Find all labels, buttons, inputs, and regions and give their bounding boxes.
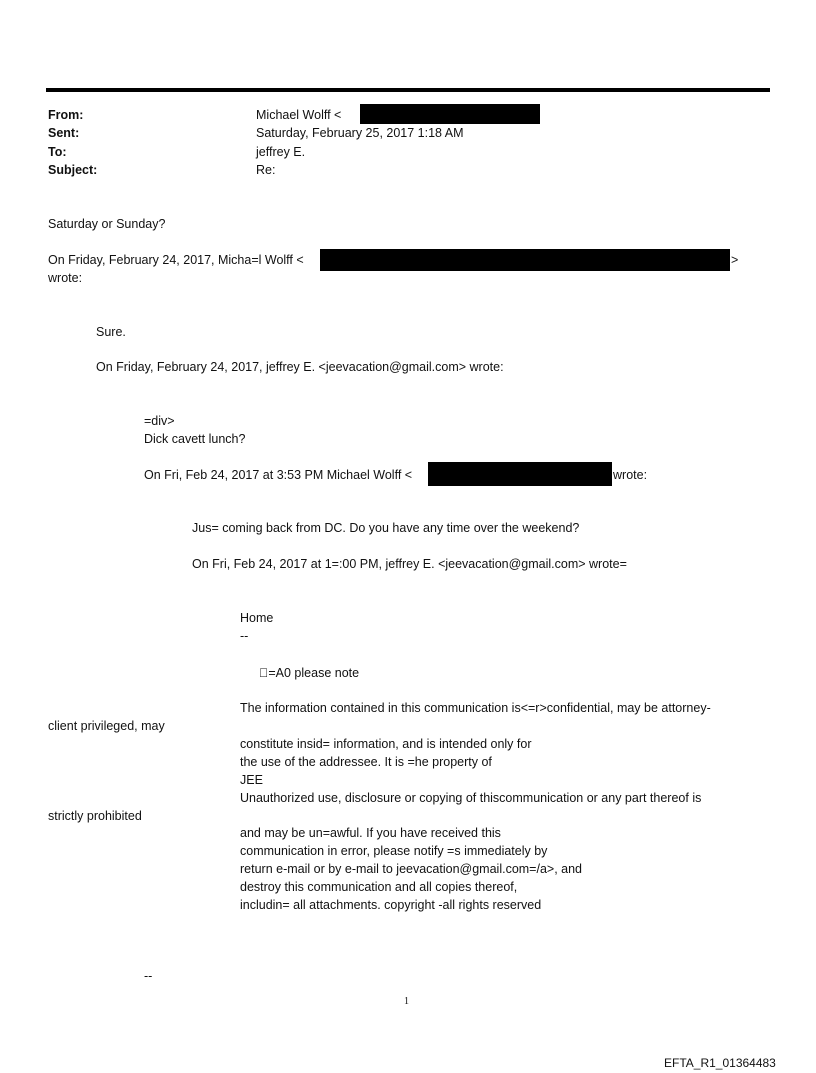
disclaimer-line: destroy this communication and all copies thereof, <box>240 880 518 894</box>
quote-attribution-wrote: wrote: <box>48 271 83 285</box>
document-id: EFTA_R1_01364483 <box>664 1056 776 1070</box>
quote-attribution: On Fri, Feb 24, 2017 at 1=:00 PM, jeffrey E. <jeevacation@gmail.com> wrote= <box>192 557 627 571</box>
disclaimer-line: the use of the addressee. It is =he property of <box>240 755 492 769</box>
body-line: Dick cavett lunch? <box>144 432 246 446</box>
disclaimer-line: constitute insid= information, and is intended only for <box>240 737 532 751</box>
to-value: jeffrey E. <box>256 145 306 159</box>
quote-attribution-end: wrote: <box>613 468 648 482</box>
quote-attribution: On Friday, February 24, 2017, Micha=l Wolff < <box>48 253 304 267</box>
from-value: Michael Wolff < <box>256 108 342 122</box>
body-line:  =A0 please note <box>259 666 360 680</box>
sent-value: Saturday, February 25, 2017 1:18 AM <box>256 126 464 140</box>
disclaimer-line: strictly prohibited <box>48 809 142 823</box>
body-line: Home <box>240 611 274 625</box>
body-line: -- <box>240 629 249 643</box>
redaction-bar <box>360 104 540 124</box>
body-line: Sure. <box>96 325 126 339</box>
body-line: =div> <box>144 414 175 428</box>
disclaimer-line: includin= all attachments. copyright -all rights reserved <box>240 898 542 912</box>
quote-attribution: On Friday, February 24, 2017, jeffrey E. <jeevacation@gmail.com> wrote: <box>96 360 504 374</box>
subject-label: Subject: <box>48 163 98 177</box>
disclaimer-line: client privileged, may <box>48 719 165 733</box>
from-label: From: <box>48 108 84 122</box>
to-label: To: <box>48 145 67 159</box>
body-line: -- <box>144 969 153 983</box>
header-divider-rule <box>46 88 770 92</box>
page-number: 1 <box>404 996 409 1007</box>
subject-value: Re: <box>256 163 276 177</box>
body-line: Jus= coming back from DC. Do you have any time over the weekend? <box>192 521 580 535</box>
sent-label: Sent: <box>48 126 80 140</box>
quote-attribution: On Fri, Feb 24, 2017 at 3:53 PM Michael Wolff < <box>144 468 413 482</box>
disclaimer-line: return e-mail or by e-mail to jeevacation@gmail.com=/a>, and <box>240 862 583 876</box>
disclaimer-line: and may be un=awful. If you have received this <box>240 826 501 840</box>
disclaimer-line: JEE <box>240 773 263 787</box>
redaction-bar <box>428 462 612 486</box>
disclaimer-line: communication in error, please notify =s immediately by <box>240 844 548 858</box>
quote-attribution-end: > <box>731 253 739 267</box>
body-line: Saturday or Sunday? <box>48 217 166 231</box>
disclaimer-line: Unauthorized use, disclosure or copying of thiscommunication or any part thereof is <box>240 791 702 805</box>
redaction-bar <box>320 249 730 271</box>
disclaimer-line: The information contained in this communication is<=r>confidential, may be attorney- <box>240 701 711 715</box>
